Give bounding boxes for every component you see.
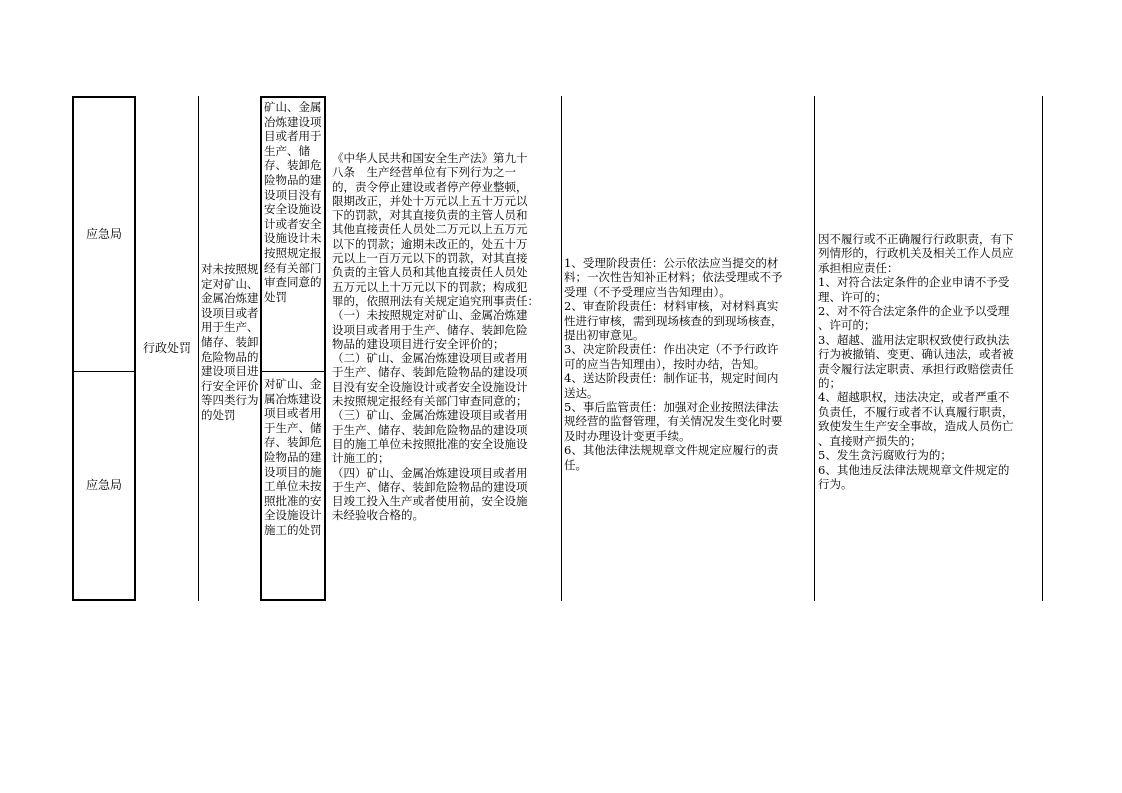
duty-line: 4、送达阶段责任：制作证书，规定时间内 bbox=[564, 371, 779, 386]
duty-line: 6、其他法律法规规章文件规定应履行的责 bbox=[564, 443, 779, 458]
legal-basis-line: 元以上一百万元以下的罚款，对其直接 bbox=[332, 251, 528, 266]
legal-basis-line: 设项目或者用于生产、储存、装卸危险 bbox=[332, 322, 528, 337]
legal-basis-line: 的，责令停止建设或者停产停业整顿， bbox=[332, 179, 528, 194]
legal-basis-cell bbox=[332, 151, 560, 523]
accountability-line: 行为被撤销、变更、确认违法，或者被 bbox=[818, 347, 1014, 362]
dept-cell-2: 应急局 bbox=[85, 478, 122, 493]
dept-border-bottom bbox=[72, 599, 136, 601]
table-divider-category bbox=[198, 96, 199, 601]
legal-basis-line: 五万元以上十万元以下的罚款；构成犯 bbox=[332, 279, 528, 294]
accountability-line: 行为。 bbox=[818, 476, 853, 491]
accountability-line: 3、超越、滥用法定职权致使行政执法 bbox=[818, 332, 1010, 347]
legal-basis-line: 负责的主管人员和其他直接责任人员处 bbox=[332, 265, 528, 280]
legal-basis-line: 目没有安全设施设计或者安全设施设计 bbox=[332, 379, 528, 394]
legal-basis-line: 未按照规定报经有关部门审查同意的； bbox=[332, 394, 528, 409]
item-name-cell: 对未按照规定对矿山、金属冶炼建设项目或者用于生产、储存、装卸危险物品的建设项目进行安全评价等四类行为的处罚 bbox=[201, 262, 259, 422]
dept-cell-1: 应急局 bbox=[85, 227, 122, 242]
legal-basis-line: （三）矿山、金属冶炼建设项目或者用 bbox=[332, 408, 528, 423]
duty-line: 5、事后监管责任：加强对企业按照法律法 bbox=[564, 400, 779, 415]
legal-basis-line: 以下的罚款；逾期未改正的，处五十万 bbox=[332, 236, 528, 251]
accountability-line: 2、对不符合法定条件的企业予以受理 bbox=[818, 304, 1010, 319]
accountability-line: 负责任，不履行或者不认真履行职责， bbox=[818, 404, 1014, 419]
accountability-cell bbox=[818, 232, 1040, 491]
table-frame bbox=[72, 96, 1044, 601]
duty-line: 1、受理阶段责任：公示依法应当提交的材 bbox=[564, 256, 779, 270]
legal-basis-line: （四）矿山、金属冶炼建设项目或者用 bbox=[332, 465, 528, 480]
sub-item-2-cell: 对矿山、金属冶炼建设项目或者用于生产、储存、装卸危险物品的建设项目的施工单位未按照批准的安全设施设计施工的处罚 bbox=[264, 377, 322, 537]
duty-line: 及时办理设计变更手续。 bbox=[564, 428, 691, 443]
legal-basis-line: 八条 生产经营单位有下列行为之一 bbox=[332, 165, 516, 180]
duty-line: 任。 bbox=[564, 457, 587, 472]
legal-basis-line: 计施工的； bbox=[332, 451, 390, 466]
legal-basis-line: 其他直接责任人员处二万元以上五万元 bbox=[332, 222, 528, 237]
accountability-line: 的； bbox=[818, 376, 841, 391]
accountability-line: 、许可的； bbox=[818, 318, 876, 333]
legal-basis-line: 罪的，依照刑法有关规定追究刑事责任： bbox=[332, 293, 539, 308]
sub-item-1-cell: 矿山、金属冶炼建设项目或者用于生产、储存、装卸危险物品的建设项目没有安全设施设计或者安全设施设计未按照规定报经有关部门审查同意的处罚 bbox=[264, 100, 322, 304]
accountability-line: 4、超越职权，违法决定，或者严重不 bbox=[818, 390, 1010, 405]
duty-line: 3、决定阶段责任：作出决定（不予行政许 bbox=[564, 342, 779, 357]
legal-basis-line: 于生产、储存、装卸危险物品的建设项 bbox=[332, 422, 528, 437]
accountability-line: 、直接财产损失的； bbox=[818, 433, 922, 448]
accountability-line: 5、发生贪污腐败行为的； bbox=[818, 448, 952, 463]
duty-line: 规经营的监督管理，有关情况发生变化时要 bbox=[564, 414, 783, 429]
legal-basis-line: 限期改正，并处十万元以上五十万元以 bbox=[332, 193, 528, 208]
duty-line: 送达。 bbox=[564, 385, 599, 400]
duty-line: 提出初审意见。 bbox=[564, 328, 645, 343]
table-divider-basis bbox=[561, 96, 562, 601]
duty-line: 可的应当告知理由），按时办结，告知。 bbox=[564, 356, 766, 371]
duty-line: 性进行审核，需到现场核查的到现场核查， bbox=[564, 313, 783, 328]
accountability-line: 列情形的，行政机关及相关工作人员应 bbox=[818, 246, 1014, 261]
accountability-line: 致使发生生产安全事故，造成人员伤亡 bbox=[818, 419, 1014, 434]
legal-basis-line: （二）矿山、金属冶炼建设项目或者用 bbox=[332, 351, 528, 366]
duty-line: 料；一次性告知补正材料；依法受理或不予 bbox=[564, 270, 783, 285]
legal-basis-line: 于生产、储存、装卸危险物品的建设项 bbox=[332, 479, 528, 494]
legal-basis-line: 目的施工单位未按照批准的安全设施设 bbox=[332, 436, 528, 451]
legal-basis-line: 未经验收合格的。 bbox=[332, 508, 424, 523]
accountability-line: 因不履行或不正确履行行政职责，有下 bbox=[818, 232, 1014, 246]
legal-basis-line: 目竣工投入生产或者使用前，安全设施 bbox=[332, 494, 528, 509]
accountability-line: 6、其他违反法律法规规章文件规定的 bbox=[818, 462, 1010, 477]
table-border-right bbox=[1042, 96, 1043, 601]
legal-basis-line: 下的罚款，对其直接负责的主管人员和 bbox=[332, 208, 528, 223]
table-divider-duty bbox=[814, 96, 815, 601]
legal-basis-line: 于生产、储存、装卸危险物品的建设项 bbox=[332, 365, 528, 380]
duty-cell bbox=[564, 256, 812, 472]
category-cell: 行政处罚 bbox=[142, 341, 191, 356]
accountability-line: 理、许可的； bbox=[818, 289, 887, 304]
accountability-line: 1、对符合法定条件的企业申请不予受 bbox=[818, 275, 1010, 290]
legal-basis-line: 《中华人民共和国安全生产法》第九十 bbox=[332, 151, 528, 165]
legal-basis-line: （一）未按照规定对矿山、金属冶炼建 bbox=[332, 308, 528, 323]
accountability-line: 责令履行法定职责、承担行政赔偿责任 bbox=[818, 361, 1014, 376]
duty-line: 2、审查阶段责任：材料审核，对材料真实 bbox=[564, 299, 779, 314]
duty-line: 受理（不予受理应当告知理由）。 bbox=[564, 284, 731, 299]
legal-basis-line: 物品的建设项目进行安全评价的； bbox=[332, 336, 505, 351]
accountability-line: 承担相应责任： bbox=[818, 260, 899, 275]
